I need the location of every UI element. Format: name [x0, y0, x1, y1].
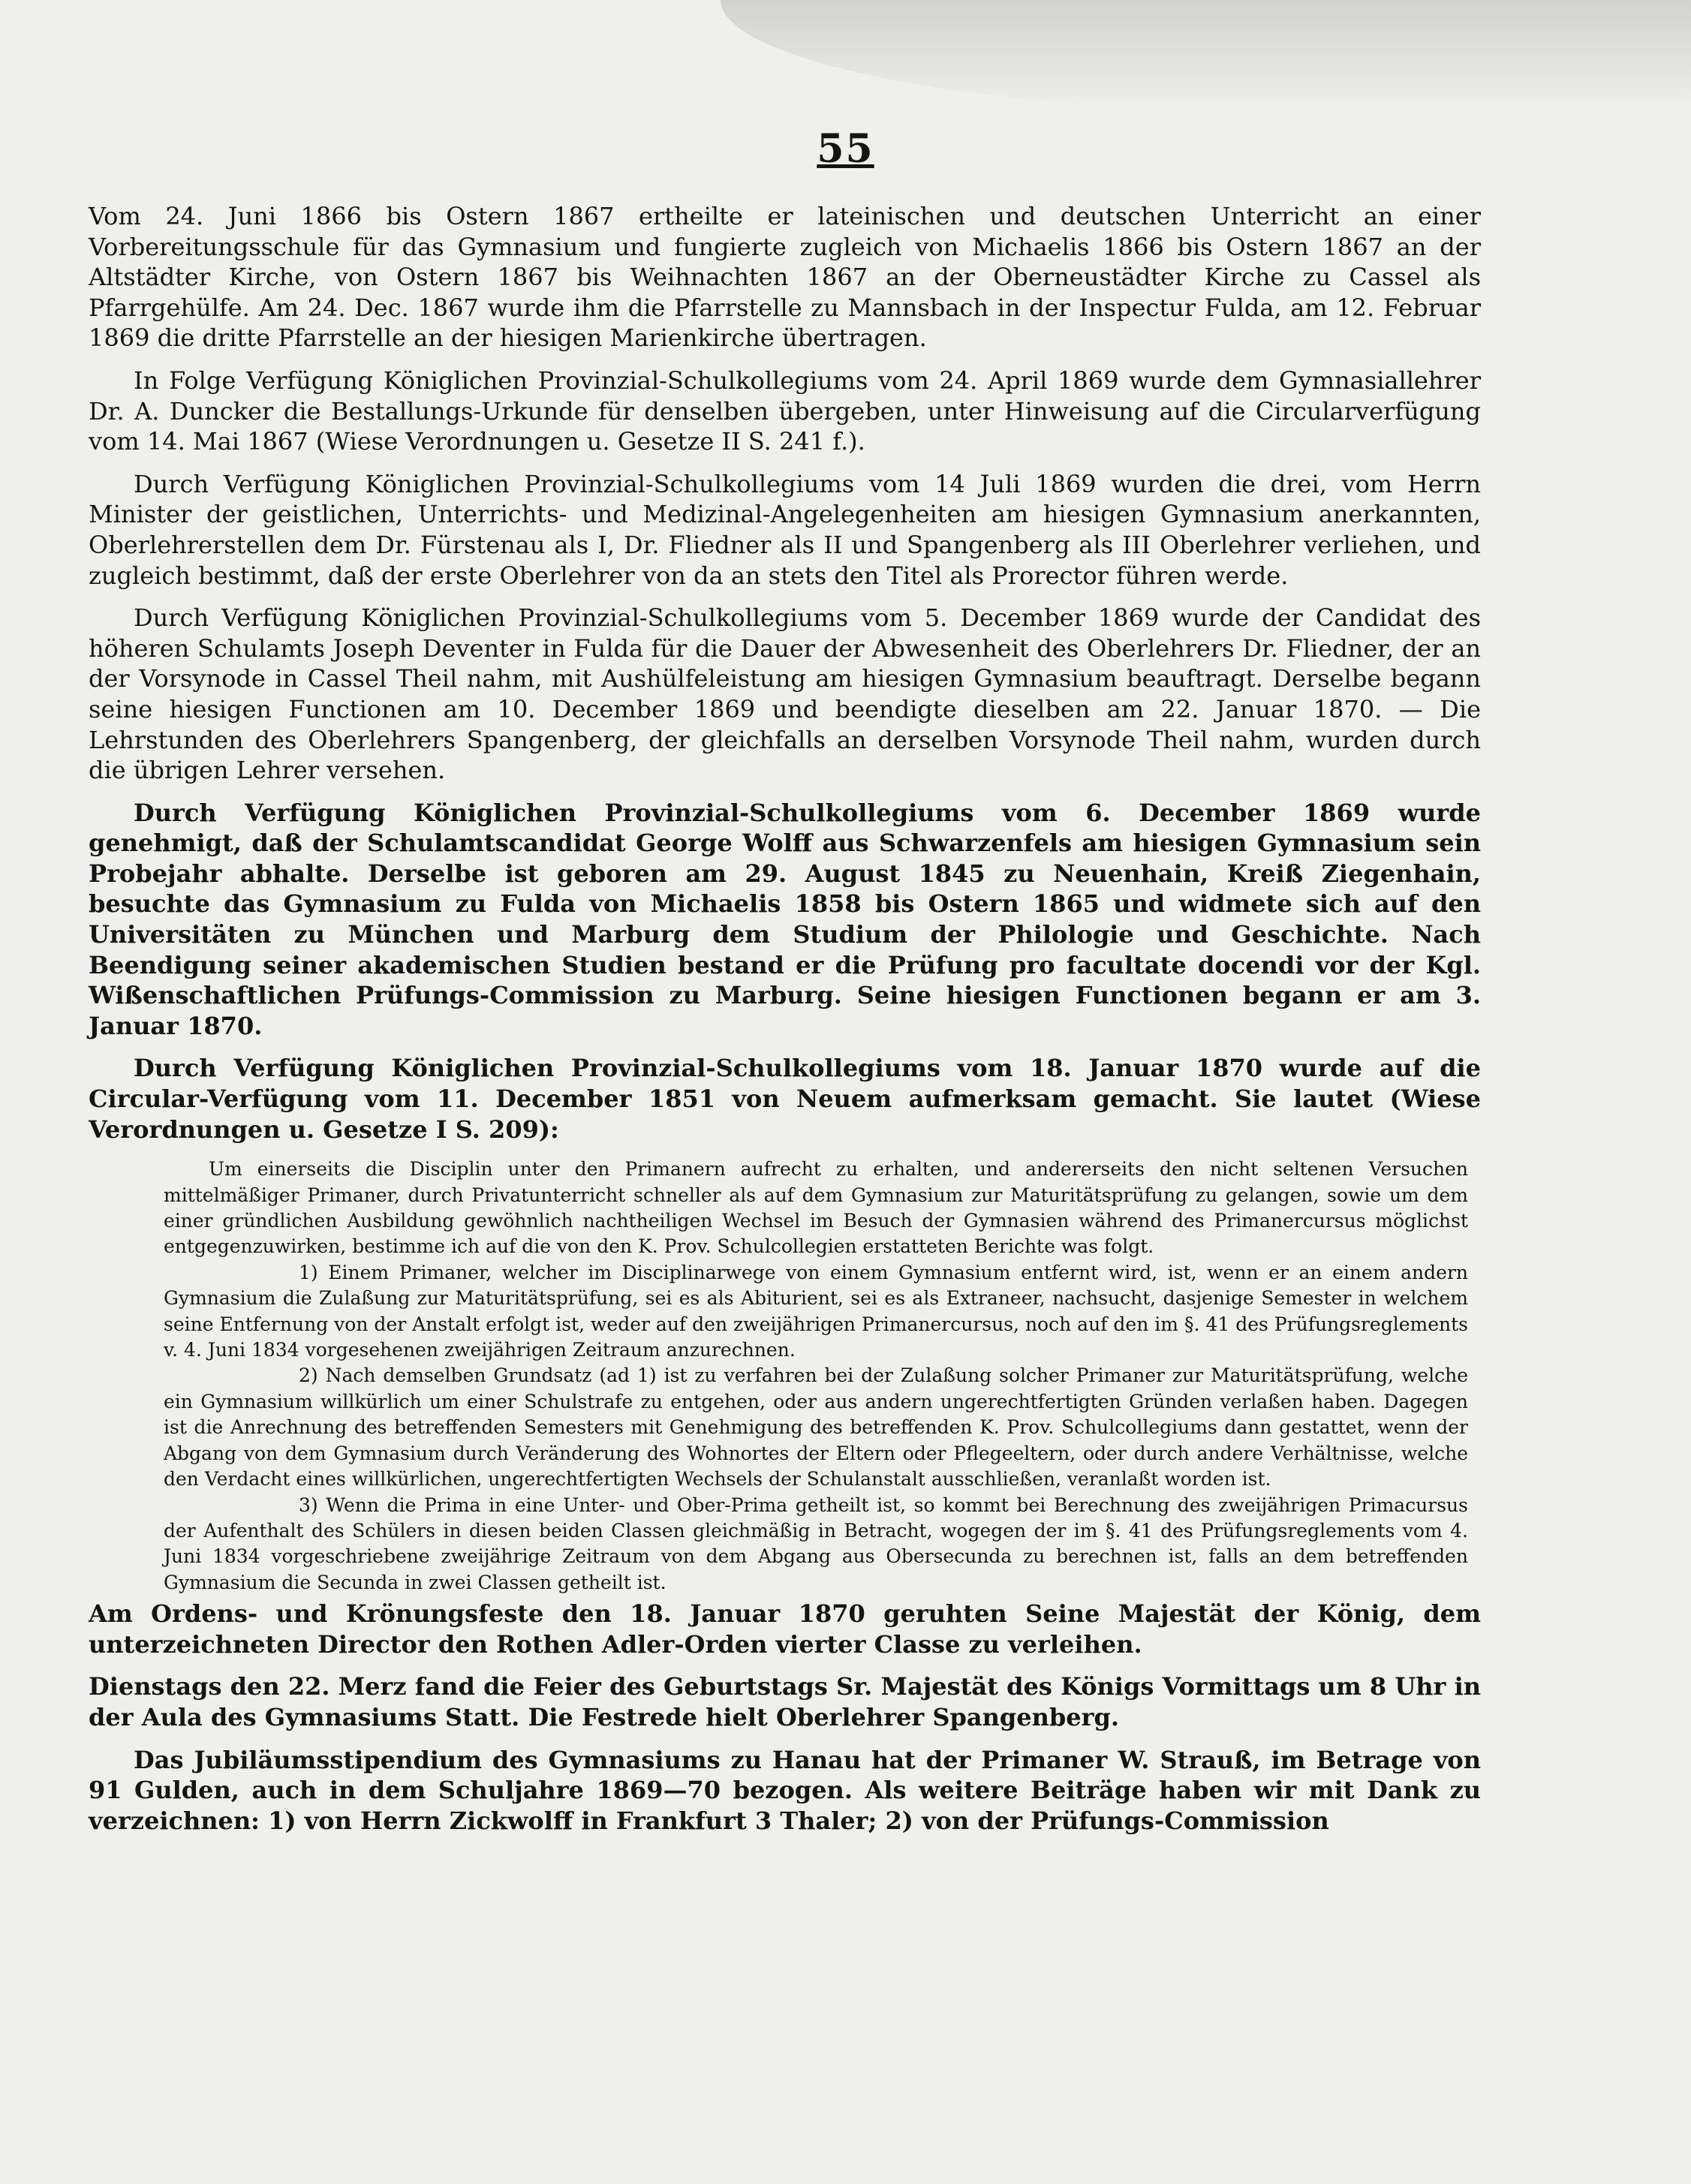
- paragraph-oberlehrer: Durch Verfügung Königlichen Provinzial-Schulkollegiums vom 14 Juli 1869 wurden die drei, vom Herrn Minister der geistlichen, Unterrichts- und Medizinal-Angelegenheiten am hiesigen Gymnasium anerkannten, Oberlehrerstellen dem Dr. Fürstenau als I, Dr. Fliedner als II und Spangenberg als III Oberlehrer verliehen, und zugleich bestimmt, daß der erste Oberlehrer von da an stets den Titel als Prorector führen werde.: [89, 469, 1481, 590]
- paragraph-circular: Durch Verfügung Königlichen Provinzial-Schulkollegiums vom 18. Januar 1870 wurde auf die Circular-Verfügung vom 11. December 1851 von Neuem aufmerksam gemacht. Sie lautet (Wiese Verordnungen u. Gesetze I S. 209):: [89, 1054, 1481, 1144]
- paper-stain: [721, 0, 1691, 113]
- paragraph-wolff: Durch Verfügung Königlichen Provinzial-Schulkollegiums vom 6. December 1869 wurde genehmigt, daß der Schulamtscandidat George Wolff aus Schwarzenfels am hiesigen Gymnasium sein Probejahr abhalte. Derselbe ist geboren am 29. August 1845 zu Neuenhain, Kreiß Ziegenhain, besuchte das Gymnasium zu Fulda von Michaelis 1858 bis Ostern 1865 und widmete sich auf den Universitäten zu München und Marburg dem Studium der Philologie und Geschichte. Nach Beendigung seiner akademischen Studien bestand er die Prüfung pro facultate docendi vor der Kgl. Wißenschaftlichen Prüfungs-Commission zu Marburg. Seine hiesigen Functionen begann er am 3. Januar 1870.: [89, 798, 1481, 1040]
- body-text: [89, 201, 1481, 1848]
- circular-quote: [164, 1157, 1468, 1596]
- paragraph-geburtstag: Dienstags den 22. Merz fand die Feier des Geburtstags Sr. Majestät des Königs Vormittags um 8 Uhr in der Aula des Gymnasiums Statt. Die Festrede hielt Oberlehrer Spangenberg.: [89, 1672, 1481, 1731]
- paragraph-duncker: In Folge Verfügung Königlichen Provinzial-Schulkollegiums vom 24. April 1869 wurde dem Gymnasiallehrer Dr. A. Duncker die Bestallungs-Urkunde für denselben übergeben, unter Hinweisung auf die Circularverfügung vom 14. Mai 1867 (Wiese Verordnungen u. Gesetze II S. 241 f.).: [89, 366, 1481, 456]
- paragraph-deventer: Durch Verfügung Königlichen Provinzial-Schulkollegiums vom 5. December 1869 wurde der Candidat des höheren Schulamts Joseph Deventer in Fulda für die Dauer der Abwesenheit des Oberlehrers Dr. Fliedner, der an der Vorsynode in Cassel Theil nahm, mit Aushülfeleistung am hiesigen Gymnasium beauftragt. Derselbe begann seine hiesigen Functionen am 10. December 1869 und beendigte dieselben am 22. Januar 1870. — Die Lehrstunden des Oberlehrers Spangenberg, der gleichfalls an derselben Vorsynode Theil nahm, wurden durch die übrigen Lehrer versehen.: [89, 603, 1481, 785]
- quote-intro: Um einerseits die Disciplin unter den Primanern aufrecht zu erhalten, und andererseits den nicht seltenen Versuchen mittelmäßiger Primaner, durch Privatunterricht schneller als auf dem Gymnasium zur Maturitätsprüfung zu gelangen, sowie um dem einer gründlichen Ausbildung gewöhnlich nachtheiligen Wechsel im Besuch der Gymnasien während des Primanercursus möglichst entgegenzuwirken, bestimme ich auf die von den K. Prov. Schulcollegien erstatteten Berichte was folgt.: [164, 1158, 1468, 1258]
- page-number: 55: [817, 126, 874, 172]
- quote-item-2: 2) Nach demselben Grundsatz (ad 1) ist zu verfahren bei der Zulaßung solcher Primaner zur Maturitätsprüfung, welche ein Gymnasium willkürlich um einer Schulstrafe zu entgehen, oder aus andern ungerechtfertigten Gründen verlaßen haben. Dagegen ist die Anrechnung des betreffenden Semesters mit Genehmigung des betreffenden K. Prov. Schulcollegiums dann gestattet, wenn der Abgang von dem Gymnasium durch Veränderung des Wohnortes der Eltern oder Pflegeeltern, oder durch andere Verhältnisse, welche den Verdacht eines willkürlichen, ungerechtfertigten Wechsels der Schulanstalt ausschließen, veranlaßt worden ist.: [164, 1364, 1468, 1491]
- paragraph-biography: Vom 24. Juni 1866 bis Ostern 1867 ertheilte er lateinischen und deutschen Unterricht an einer Vorbereitungsschule für das Gymnasium und fungierte zugleich von Michaelis 1866 bis Ostern 1867 an der Altstädter Kirche, von Ostern 1867 bis Weihnachten 1867 an der Oberneustädter Kirche zu Cassel als Pfarrgehülfe. Am 24. Dec. 1867 wurde ihm die Pfarrstelle zu Mannsbach in der Inspectur Fulda, am 12. Februar 1869 die dritte Pfarrstelle an der hiesigen Marienkirche übertragen.: [89, 202, 1481, 353]
- paragraph-stipendium: Das Jubiläumsstipendium des Gymnasiums zu Hanau hat der Primaner W. Strauß, im Betrage von 91 Gulden, auch in dem Schuljahre 1869—70 bezogen. Als weitere Beiträge haben wir mit Dank zu verzeichnen: 1) von Herrn Zickwolff in Frankfurt 3 Thaler; 2) von der Prüfungs-Commission: [89, 1745, 1481, 1835]
- quote-item-1: 1) Einem Primaner, welcher im Disciplinarwege von einem Gymnasium entfernt wird, ist, wenn er an einem andern Gymnasium die Zulaßung zur Maturitätsprüfung, sei es als Abiturient, sei es als Extraneer, nachsucht, dasjenige Semester in welchem seine Entfernung von der Anstalt erfolgt ist, weder auf den zweijährigen Primanercursus, noch auf den im §. 41 des Prüfungsreglements v. 4. Juni 1834 vorgesehenen zweijährigen Zeitraum anzurechnen.: [164, 1261, 1468, 1361]
- paragraph-ordensfest: Am Ordens- und Krönungsfeste den 18. Januar 1870 geruhten Seine Majestät der König, dem unterzeichneten Director den Rothen Adler-Orden vierter Classe zu verleihen.: [89, 1599, 1481, 1659]
- quote-item-3: 3) Wenn die Prima in eine Unter- und Ober-Prima getheilt ist, so kommt bei Berechnung des zweijährigen Primacursus der Aufenthalt des Schülers in diesen beiden Classen gleichmäßig in Betracht, wogegen der im §. 41 des Prüfungsreglements vom 4. Juni 1834 vorgeschriebene zweijährige Zeitraum von dem Abgang aus Obersecunda zu berechnen ist, falls an dem betreffenden Gymnasium die Secunda in zwei Classen getheilt ist.: [164, 1494, 1468, 1593]
